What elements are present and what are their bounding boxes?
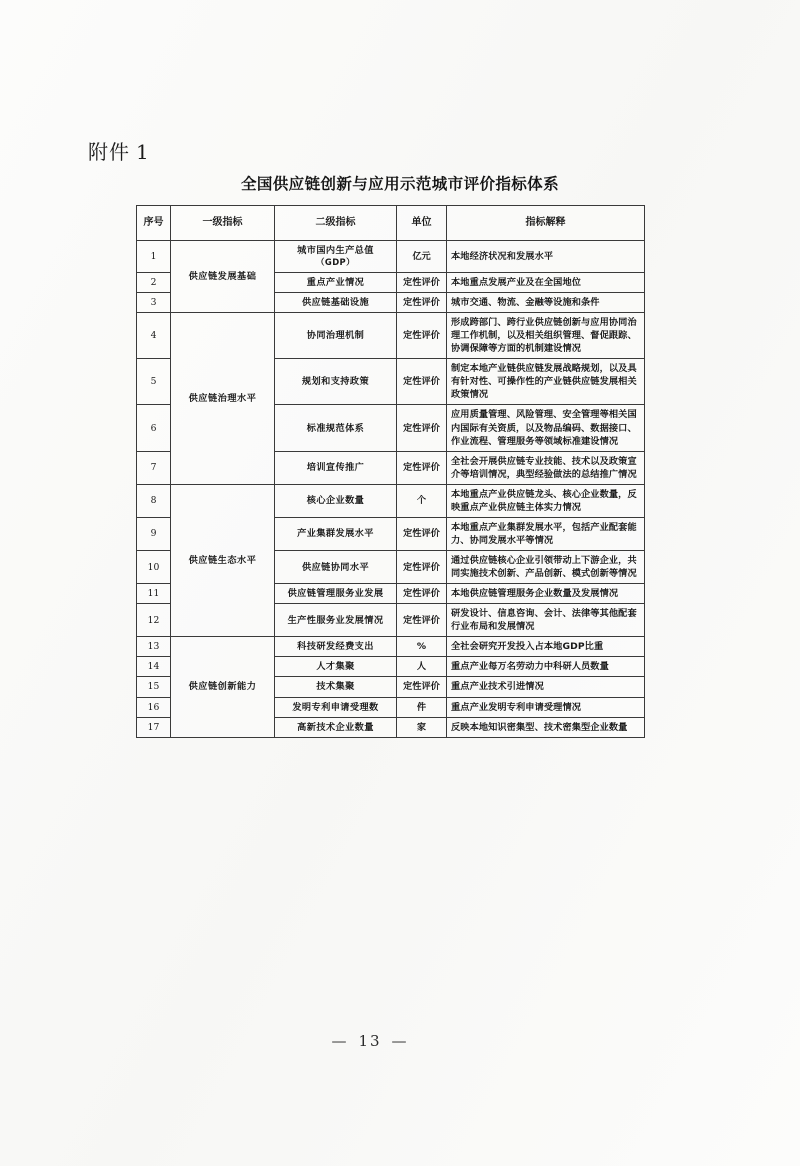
cell-description: 通过供应链核心企业引领带动上下游企业，共同实施技术创新、产品创新、模式创新等情况 [447, 551, 645, 584]
cell-unit: 定性评价 [397, 604, 447, 637]
cell-description: 本地重点发展产业及在全国地位 [447, 272, 645, 292]
cell-unit: 定性评价 [397, 451, 447, 484]
column-header-unit: 单位 [397, 206, 447, 241]
level2-main-text: 技术集聚 [316, 681, 355, 693]
cell-row-number: 1 [137, 241, 171, 273]
level2-main-text: 重点产业情况 [306, 276, 365, 288]
cell-row-number: 16 [137, 697, 171, 717]
cell-row-number: 8 [137, 484, 171, 517]
level2-main-text: 科技研发经费支出 [297, 641, 374, 653]
page-number: 13 [358, 1032, 382, 1050]
table-row [137, 637, 645, 657]
cell-row-number: 15 [137, 677, 171, 697]
footer-dash-left: — [331, 1032, 349, 1050]
cell-row-number: 6 [137, 405, 171, 451]
cell-unit: 个 [397, 484, 447, 517]
column-header-level2: 二级指标 [275, 206, 397, 241]
cell-row-number: 4 [137, 313, 171, 359]
table-row [137, 241, 645, 273]
attachment-label [88, 136, 150, 165]
cell-unit: 定性评价 [397, 293, 447, 313]
attachment-number: 1 [136, 140, 150, 164]
level2-main-text: 核心企业数量 [306, 495, 365, 507]
level2-main-text: 规划和支持政策 [301, 376, 370, 388]
table-body [137, 241, 645, 738]
cell-description: 本地重点产业集群发展水平，包括产业配套能力、协同发展水平等情况 [447, 517, 645, 550]
cell-unit: 定性评价 [397, 405, 447, 451]
cell-level1-group: 供应链生态水平 [171, 484, 275, 637]
cell-level2-indicator [275, 717, 397, 737]
cell-description: 全社会开展供应链专业技能、技术以及政策宣介等培训情况，典型经验做法的总结推广情况 [447, 451, 645, 484]
cell-row-number: 3 [137, 293, 171, 313]
cell-unit: 定性评价 [397, 517, 447, 550]
cell-unit: % [397, 637, 447, 657]
cell-level2-indicator [275, 604, 397, 637]
cell-unit: 定性评价 [397, 551, 447, 584]
cell-description: 本地经济状况和发展水平 [447, 241, 645, 273]
cell-level2-indicator [275, 637, 397, 657]
cell-row-number: 13 [137, 637, 171, 657]
column-header-level1: 一级指标 [171, 206, 275, 241]
level2-sub-text: （GDP） [316, 257, 355, 268]
cell-row-number: 10 [137, 551, 171, 584]
cell-level2-indicator [275, 359, 397, 405]
cell-level2-indicator [275, 657, 397, 677]
cell-level2-indicator [275, 293, 397, 313]
level2-main-text: 产业集群发展水平 [297, 528, 374, 540]
table-row [137, 484, 645, 517]
cell-row-number: 2 [137, 272, 171, 292]
cell-level1-group: 供应链发展基础 [171, 241, 275, 313]
cell-unit: 人 [397, 657, 447, 677]
table-row [137, 313, 645, 359]
table-header-row [137, 206, 645, 241]
column-header-no: 序号 [137, 206, 171, 241]
page-title: 全国供应链创新与应用示范城市评价指标体系 [240, 175, 559, 193]
cell-row-number: 14 [137, 657, 171, 677]
cell-level2-indicator [275, 551, 397, 584]
cell-unit: 家 [397, 717, 447, 737]
cell-level2-indicator [275, 517, 397, 550]
level2-main-text: 供应链协同水平 [301, 561, 370, 573]
level2-main-text: 供应链管理服务业发展 [287, 588, 384, 600]
cell-row-number: 7 [137, 451, 171, 484]
level2-main-text: 城市国内生产总值 [297, 245, 374, 256]
cell-level2-indicator [275, 697, 397, 717]
level2-main-text: 生产性服务业发展情况 [287, 614, 384, 626]
cell-unit: 亿元 [397, 241, 447, 273]
cell-unit: 定性评价 [397, 677, 447, 697]
column-header-description: 指标解释 [447, 206, 645, 241]
cell-level1-group: 供应链治理水平 [171, 313, 275, 485]
cell-unit: 定性评价 [397, 272, 447, 292]
cell-unit: 件 [397, 697, 447, 717]
cell-unit: 定性评价 [397, 359, 447, 405]
level2-main-text: 供应链基础设施 [301, 297, 370, 309]
cell-level2-indicator [275, 313, 397, 359]
cell-description: 重点产业发明专利申请受理情况 [447, 697, 645, 717]
cell-description: 形成跨部门、跨行业供应链创新与应用协同治理工作机制，以及相关组织管理、督促跟踪、协调保障等方面的机制建设情况 [447, 313, 645, 359]
cell-description: 制定本地产业链供应链发展战略规划，以及具有针对性、可操作性的产业链供应链发展相关政策情况 [447, 359, 645, 405]
cell-description: 本地重点产业供应链龙头、核心企业数量，反映重点产业供应链主体实力情况 [447, 484, 645, 517]
level2-main-text: 发明专利申请受理数 [292, 701, 379, 713]
indicator-table [136, 205, 645, 738]
cell-description: 反映本地知识密集型、技术密集型企业数量 [447, 717, 645, 737]
cell-level2-indicator [275, 451, 397, 484]
level2-main-text: 人才集聚 [316, 661, 355, 673]
cell-description: 全社会研究开发投入占本地GDP比重 [447, 637, 645, 657]
cell-level2-indicator [275, 484, 397, 517]
cell-description: 重点产业每万名劳动力中科研人员数量 [447, 657, 645, 677]
cell-description: 应用质量管理、风险管理、安全管理等相关国内国际有关资质，以及物品编码、数据接口、作业流程、管理服务等领域标准建设情况 [447, 405, 645, 451]
level2-main-text: 培训宣传推广 [306, 462, 365, 474]
cell-description: 城市交通、物流、金融等设施和条件 [447, 293, 645, 313]
cell-unit: 定性评价 [397, 584, 447, 604]
cell-unit: 定性评价 [397, 313, 447, 359]
attachment-label-text: 附件 [88, 140, 130, 164]
level2-main-text: 高新技术企业数量 [297, 721, 374, 733]
cell-level2-indicator [275, 584, 397, 604]
cell-row-number: 5 [137, 359, 171, 405]
cell-level2-indicator [275, 677, 397, 697]
cell-row-number: 11 [137, 584, 171, 604]
cell-row-number: 12 [137, 604, 171, 637]
cell-description: 本地供应链管理服务企业数量及发展情况 [447, 584, 645, 604]
cell-description: 重点产业技术引进情况 [447, 677, 645, 697]
page-footer [0, 1032, 800, 1050]
cell-level2-indicator [275, 405, 397, 451]
cell-description: 研发设计、信息咨询、会计、法律等其他配套行业布局和发展情况 [447, 604, 645, 637]
level2-main-text: 标准规范体系 [306, 422, 365, 434]
level2-main-text: 协同治理机制 [306, 330, 365, 342]
cell-row-number: 9 [137, 517, 171, 550]
cell-level2-indicator [275, 272, 397, 292]
cell-level1-group: 供应链创新能力 [171, 637, 275, 737]
cell-level2-indicator [275, 241, 397, 273]
footer-dash-right: — [391, 1032, 409, 1050]
cell-row-number: 17 [137, 717, 171, 737]
